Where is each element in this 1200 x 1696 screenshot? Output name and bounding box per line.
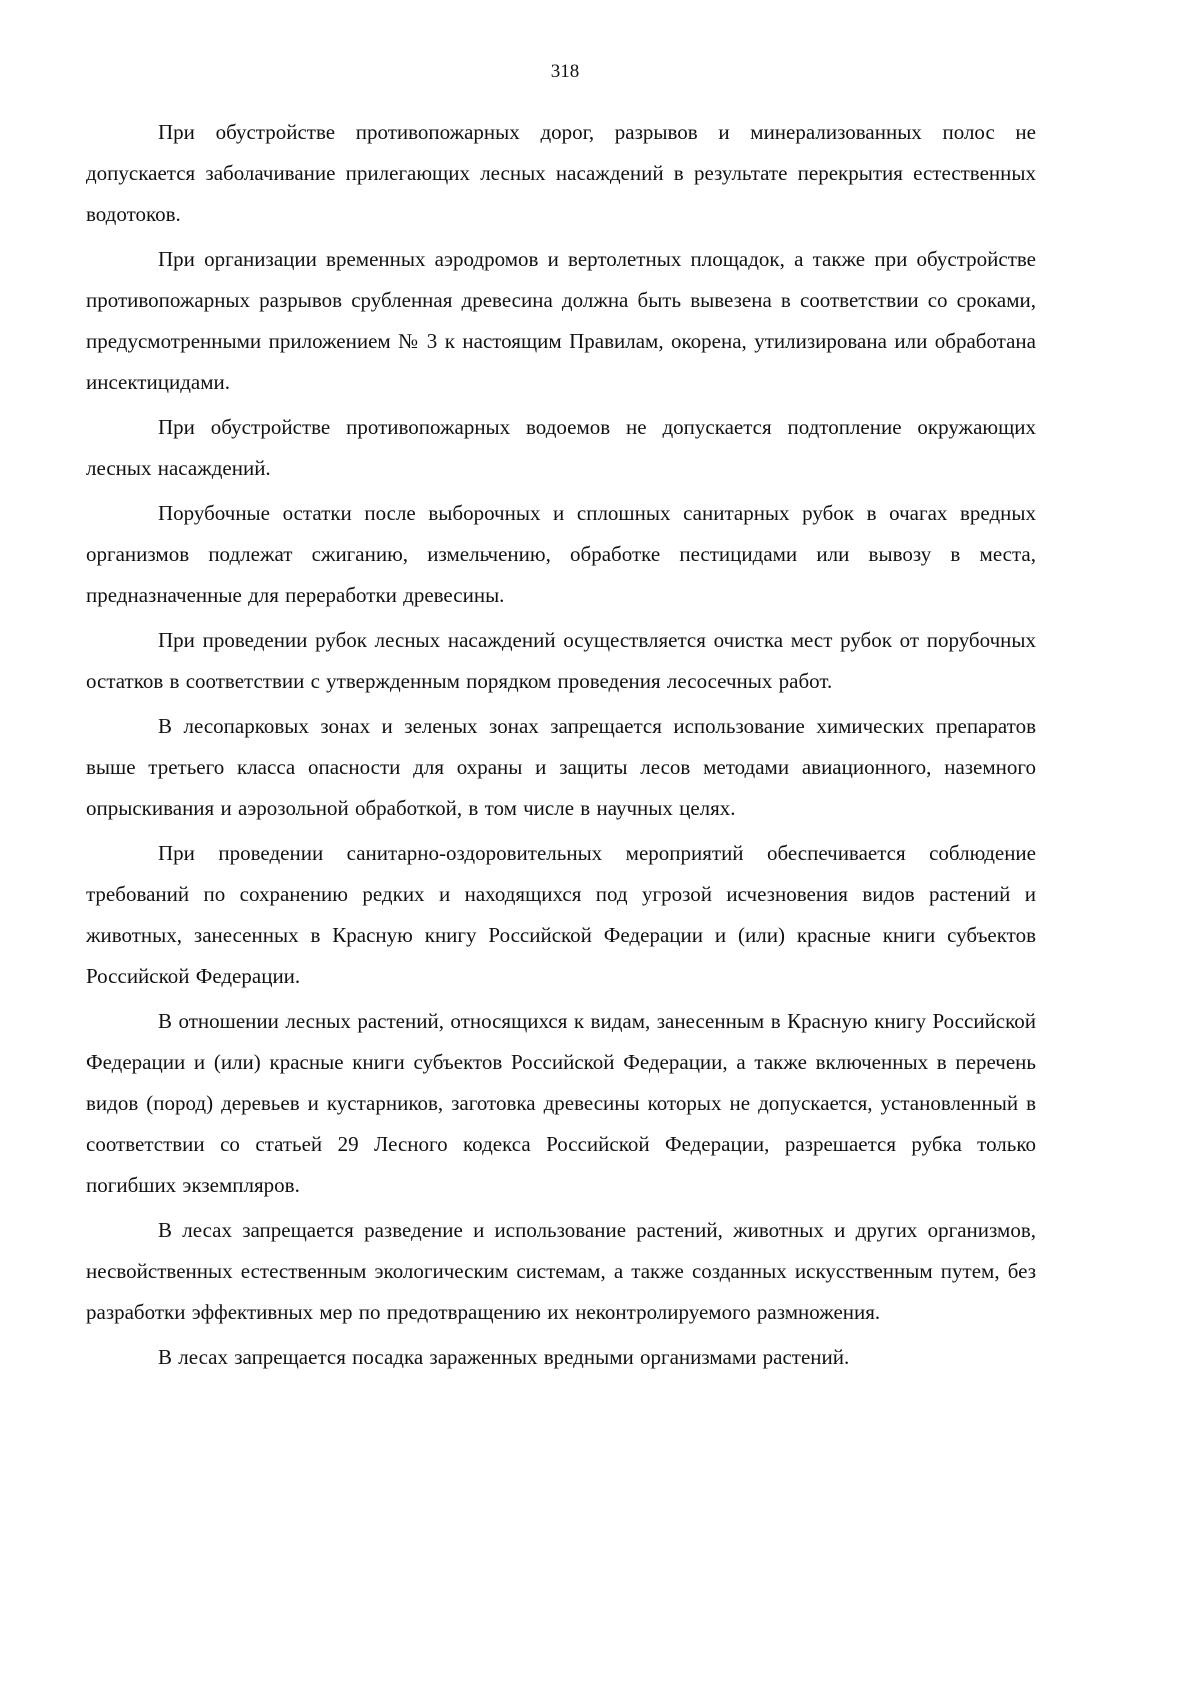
paragraph-8: В отношении лесных растений, относящихся к видам, занесенным в Красную книгу Российской Федерации и (или) красные книги субъектов Российской Федерации, а также включенных в перечень видов (пород) деревьев и кустарников, заготовка древесины которых не допускается, установленный в соответствии со статьей 29 Лесного кодекса Российской Федерации, разрешается рубка только погибших экземпляров. — [86, 1009, 1036, 1197]
paragraph-9: В лесах запрещается разведение и использование растений, животных и других организмов, несвойственных естественным экологическим системам, а также созданных искусственным путем, без разработки эффективных мер по предотвращению их неконтролируемого размножения. — [86, 1218, 1036, 1324]
paragraph-10: В лесах запрещается посадка зараженных вредными организмами растений. — [158, 1345, 850, 1369]
paragraph-3: При обустройстве противопожарных водоемов не допускается подтопление окружающих лесных насаждений. — [86, 415, 1036, 480]
page-number: 318 — [550, 61, 580, 82]
paragraph-2: При организации временных аэродромов и вертолетных площадок, а также при обустройстве противопожарных разрывов срубленная древесина должна быть вывезена в соответствии со сроками, предусмотренными приложением № 3 к настоящим Правилам, окорена, утилизирована или обработана инсектицидами. — [86, 247, 1036, 394]
paragraph-1: При обустройстве противопожарных дорог, разрывов и минерализованных полос не допускается заболачивание прилегающих лесных насаждений в результате перекрытия естественных водотоков. — [86, 120, 1036, 226]
document-body — [86, 112, 1036, 1382]
paragraph-6: В лесопарковых зонах и зеленых зонах запрещается использование химических препаратов выше третьего класса опасности для охраны и защиты лесов методами авиационного, наземного опрыскивания и аэрозольной обработкой, в том числе в научных целях. — [86, 714, 1036, 820]
paragraph-7: При проведении санитарно-оздоровительных мероприятий обеспечивается соблюдение требований по сохранению редких и находящихся под угрозой исчезновения видов растений и животных, занесенных в Красную книгу Российской Федерации и (или) красные книги субъектов Российской Федерации. — [86, 841, 1036, 988]
paragraph-5: При проведении рубок лесных насаждений осуществляется очистка мест рубок от порубочных остатков в соответствии с утвержденным порядком проведения лесосечных работ. — [86, 628, 1036, 693]
paragraph-4: Порубочные остатки после выборочных и сплошных санитарных рубок в очагах вредных организмов подлежат сжиганию, измельчению, обработке пестицидами или вывозу в места, предназначенные для переработки древесины. — [86, 501, 1036, 607]
